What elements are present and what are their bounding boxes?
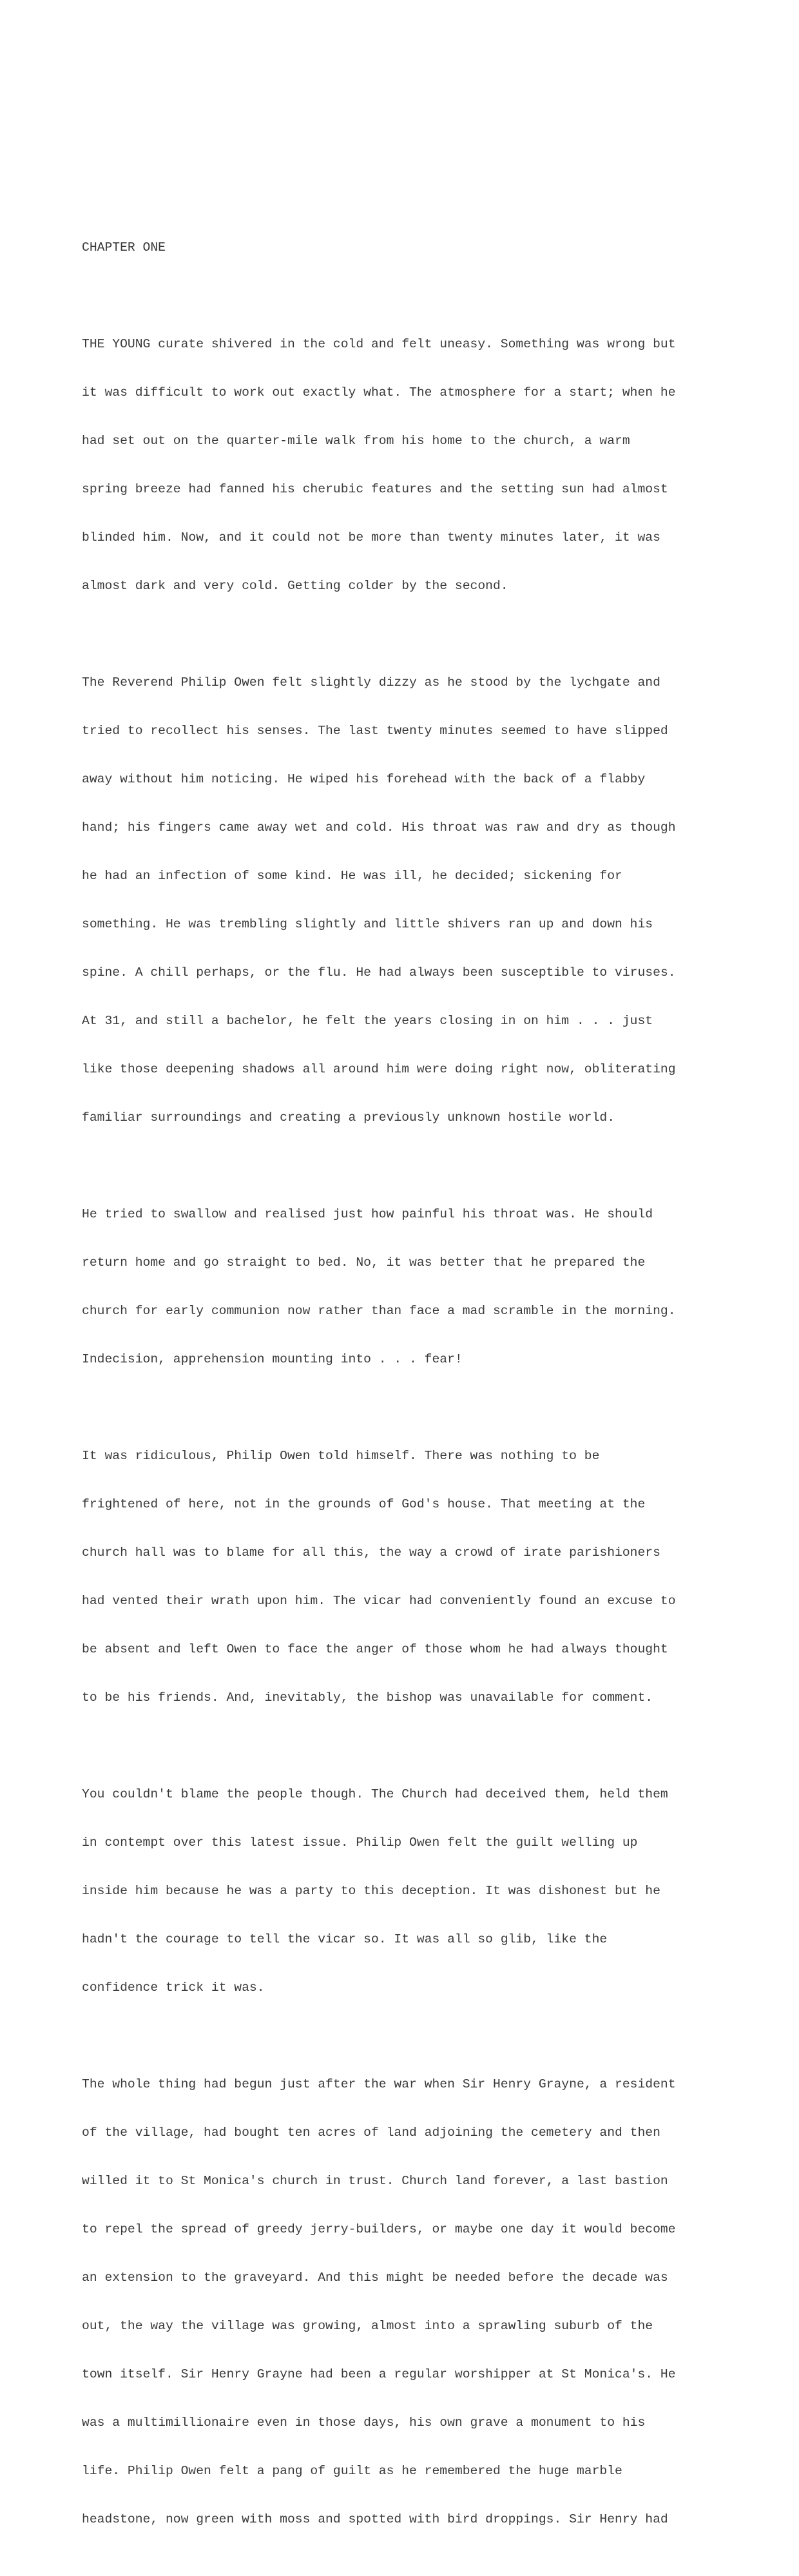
text-line: almost dark and very cold. Getting colder by the second. (82, 579, 508, 593)
paragraph (82, 2044, 726, 2560)
text-line: something. He was trembling slightly and little shivers ran up and down his (82, 917, 653, 931)
text-line: to be his friends. And, inevitably, the bishop was unavailable for comment. (82, 1690, 653, 1705)
text-line: It was ridiculous, Philip Owen told himself. There was nothing to be (82, 1449, 600, 1463)
text-line: an extension to the graveyard. And this might be needed before the decade was (82, 2271, 668, 2285)
text-line: He tried to swallow and realised just how painful his throat was. He should (82, 1207, 653, 1221)
text-line: had vented their wrath upon him. The vicar had conveniently found an excuse to (82, 1594, 676, 1608)
text-line: of the village, had bought ten acres of land adjoining the cemetery and then (82, 2126, 660, 2140)
text-line: tried to recollect his senses. The last twenty minutes seemed to have slipped (82, 724, 668, 738)
text-line: church hall was to blame for all this, the way a crowd of irate parishioners (82, 1545, 660, 1560)
text-line: to repel the spread of greedy jerry-builders, or maybe one day it would become (82, 2222, 676, 2236)
chapter-body (82, 304, 726, 2576)
paragraph (82, 1174, 726, 1400)
text-line: life. Philip Owen felt a pang of guilt as he remembered the huge marble (82, 2464, 622, 2478)
text-line: away without him noticing. He wiped his forehead with the back of a flabby (82, 772, 646, 786)
text-line: spring breeze had fanned his cherubic features and the setting sun had almost (82, 482, 668, 496)
text-line: out, the way the village was growing, almost into a sprawling suburb of the (82, 2319, 653, 2333)
text-line: The whole thing had begun just after the war when Sir Henry Grayne, a resident (82, 2077, 676, 2091)
text-line: was a multimillionaire even in those days, his own grave a monument to his (82, 2416, 646, 2430)
text-line: familiar surroundings and creating a previously unknown hostile world. (82, 1110, 615, 1125)
paragraph (82, 1754, 726, 2028)
paragraph (82, 1416, 726, 1738)
text-line: town itself. Sir Henry Grayne had been a regular worshipper at St Monica's. He (82, 2367, 676, 2381)
text-line: in contempt over this latest issue. Philip Owen felt the guilt welling up (82, 1835, 638, 1850)
text-line: headstone, now green with moss and spotted with bird droppings. Sir Henry had (82, 2512, 668, 2526)
text-line: frightened of here, not in the grounds of God's house. That meeting at the (82, 1497, 646, 1511)
text-line: The Reverend Philip Owen felt slightly dizzy as he stood by the lychgate and (82, 675, 660, 690)
text-line: it was difficult to work out exactly what. The atmosphere for a start; when he (82, 385, 676, 400)
text-line: Indecision, apprehension mounting into . . . fear! (82, 1352, 463, 1366)
text-line: spine. A chill perhaps, or the flu. He had always been susceptible to viruses. (82, 965, 676, 980)
text-line: church for early communion now rather than face a mad scramble in the morning. (82, 1304, 676, 1318)
text-line: hadn't the courage to tell the vicar so. It was all so glib, like the (82, 1932, 608, 1946)
chapter-heading: CHAPTER ONE (82, 240, 166, 255)
text-line: be absent and left Owen to face the anger of those whom he had always thought (82, 1642, 668, 1656)
paragraph (82, 643, 726, 1158)
text-line: THE YOUNG curate shivered in the cold and felt uneasy. Something was wrong but (82, 337, 676, 351)
text-line: return home and go straight to bed. No, it was better that he prepared the (82, 1255, 646, 1270)
text-line: hand; his fingers came away wet and cold. His throat was raw and dry as though (82, 820, 676, 835)
text-line: At 31, and still a bachelor, he felt the years closing in on him . . . just (82, 1014, 653, 1028)
paragraph (82, 304, 726, 626)
text-line: You couldn't blame the people though. The Church had deceived them, held them (82, 1787, 668, 1801)
text-line: like those deepening shadows all around him were doing right now, obliterating (82, 1062, 676, 1076)
text-line: he had an infection of some kind. He was ill, he decided; sickening for (82, 869, 622, 883)
text-line: confidence trick it was. (82, 1980, 265, 1995)
text-line: blinded him. Now, and it could not be more than twenty minutes later, it was (82, 530, 660, 545)
text-line: inside him because he was a party to this deception. It was dishonest but he (82, 1884, 660, 1898)
text-line: willed it to St Monica's church in trust. Church land forever, a last bastion (82, 2174, 668, 2188)
text-line: had set out on the quarter-mile walk from his home to the church, a warm (82, 434, 630, 448)
